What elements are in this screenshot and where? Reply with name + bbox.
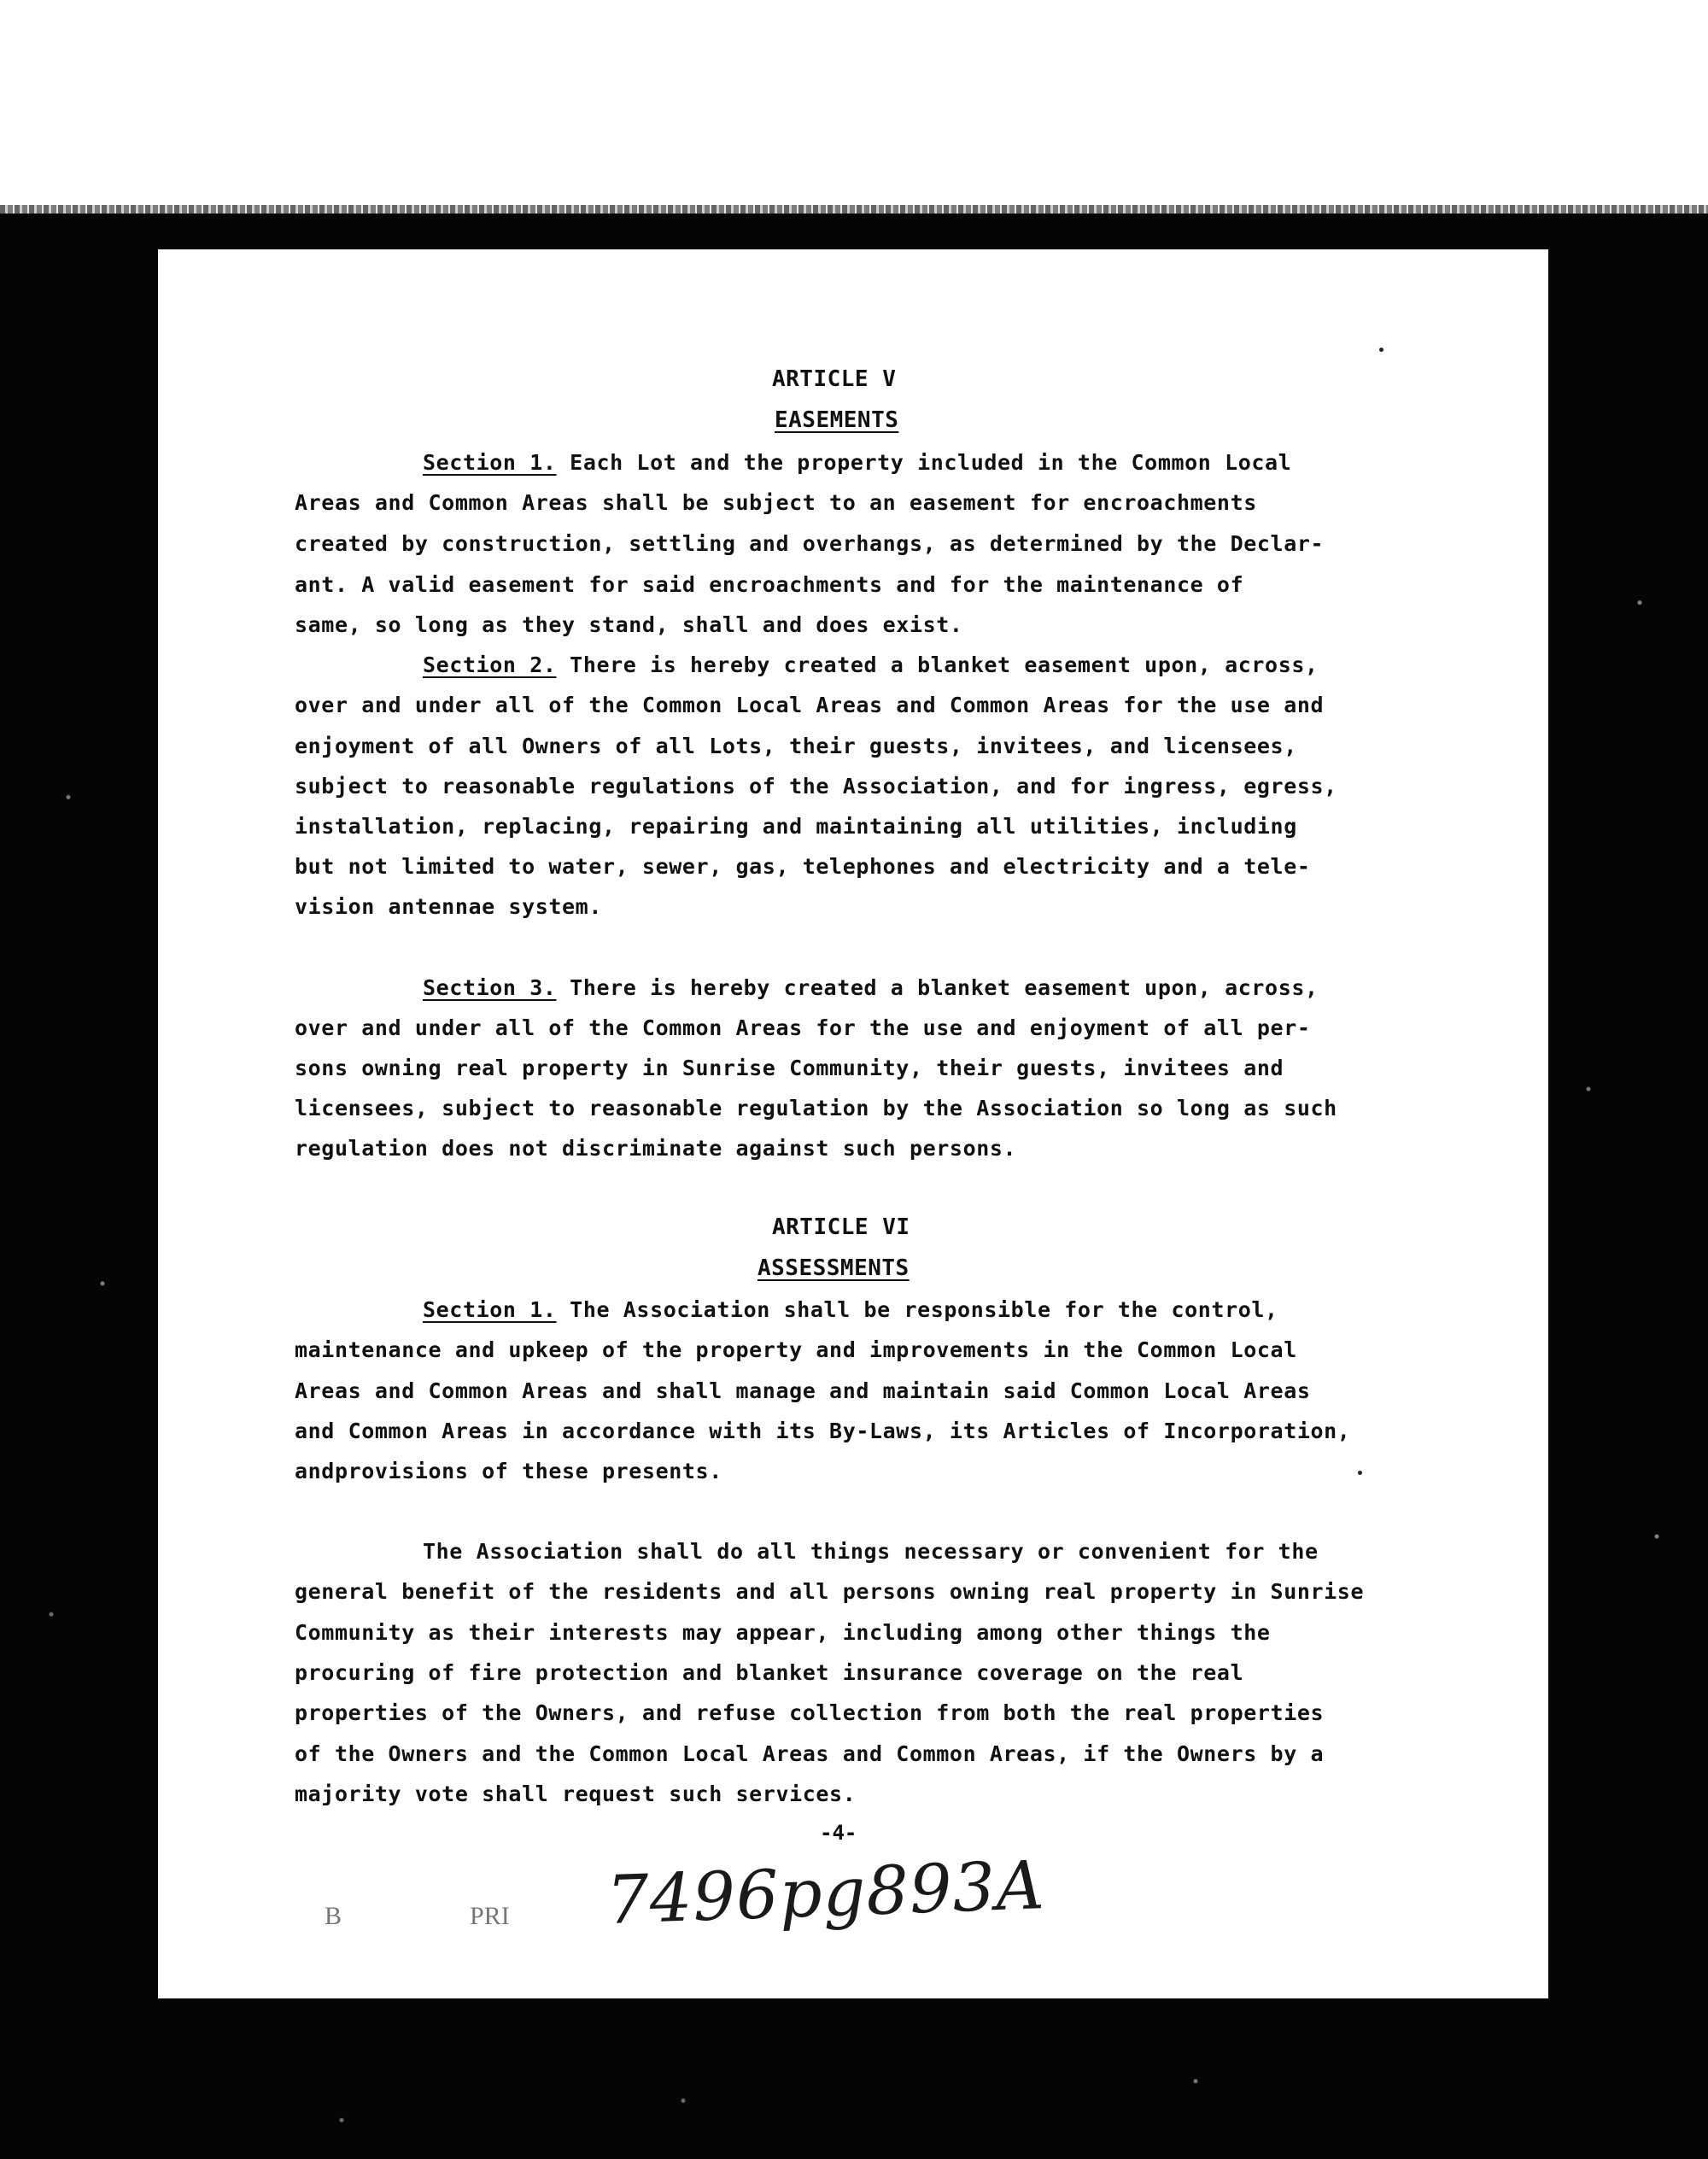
paragraph-line: ant. A valid easement for said encroachments and for the maintenance of [295, 572, 1244, 597]
paragraph-line: and Common Areas in accordance with its By-Laws, its Articles of Incorporation, [295, 1419, 1351, 1443]
faint-stamp-mark: PRI [470, 1902, 510, 1930]
paragraph-line: andprovisions of these presents. [295, 1459, 722, 1483]
paragraph-line: Areas and Common Areas shall be subject to an easement for encroachments [295, 490, 1257, 515]
paragraph-text: Each Lot and the property included in the Common Local [570, 450, 1292, 475]
page-number: -4- [820, 1821, 857, 1845]
paragraph-line: regulation does not discriminate against such persons. [295, 1136, 1017, 1161]
article-6-subtitle: ASSESSMENTS [757, 1255, 910, 1281]
paragraph-line: vision antennae system. [295, 894, 602, 919]
paragraph-line: enjoyment of all Owners of all Lots, their guests, invitees, and licensees, [295, 734, 1297, 758]
paragraph-text: The Association shall be responsible for the control, [570, 1297, 1278, 1322]
document-page [158, 249, 1548, 1998]
faint-stamp-mark: B [325, 1902, 342, 1930]
paragraph-line: over and under all of the Common Local Areas and Common Areas for the use and [295, 693, 1325, 717]
article-6-section-1-first-line [423, 1297, 1278, 1322]
paragraph-line: installation, replacing, repairing and maintaining all utilities, including [295, 814, 1297, 839]
paragraph-text: There is hereby created a blanket easement upon, across, [570, 975, 1319, 1000]
article-5-section-2-first-line [423, 652, 1319, 677]
paragraph-line: properties of the Owners, and refuse collection from both the real properties [295, 1700, 1325, 1725]
article-5-subtitle: EASEMENTS [775, 407, 899, 433]
section-label: Section 3. [423, 975, 557, 1000]
article-5-section-3-first-line [423, 975, 1319, 1000]
paragraph-line: Areas and Common Areas and shall manage and maintain said Common Local Areas [295, 1378, 1311, 1403]
paragraph-line: sons owning real property in Sunrise Community, their guests, invitees and [295, 1056, 1284, 1080]
paragraph-line: same, so long as they stand, shall and does exist. [295, 612, 963, 637]
paragraph-line: The Association shall do all things necessary or convenient for the [423, 1539, 1319, 1564]
section-label: Section 1. [423, 450, 557, 475]
article-6-title: ARTICLE VI [772, 1214, 910, 1240]
paragraph-line: majority vote shall request such services. [295, 1782, 857, 1806]
paragraph-line: over and under all of the Common Areas for the use and enjoyment of all per- [295, 1015, 1311, 1040]
paragraph-line: licensees, subject to reasonable regulation by the Association so long as such [295, 1096, 1337, 1120]
paragraph-line: of the Owners and the Common Local Areas and Common Areas, if the Owners by a [295, 1741, 1325, 1766]
paragraph-line: subject to reasonable regulations of the Association, and for ingress, egress, [295, 774, 1337, 799]
paragraph-line: general benefit of the residents and all persons owning real property in Sunrise [295, 1579, 1365, 1604]
article-5-section-1-first-line [423, 450, 1291, 475]
paragraph-line: created by construction, settling and overhangs, as determined by the Declar- [295, 531, 1325, 556]
paragraph-line: procuring of fire protection and blanket insurance coverage on the real [295, 1660, 1244, 1685]
paragraph-line: Community as their interests may appear, including among other things the [295, 1620, 1271, 1645]
paragraph-text: There is hereby created a blanket easement upon, across, [570, 652, 1319, 677]
paragraph-line: maintenance and upkeep of the property and improvements in the Common Local [295, 1337, 1297, 1362]
section-label: Section 1. [423, 1297, 557, 1322]
section-label: Section 2. [423, 652, 557, 677]
article-5-title: ARTICLE V [772, 366, 897, 392]
scan-speck [1379, 348, 1383, 352]
handwritten-book-page-note: 7496pg893A [605, 1847, 1046, 1940]
scan-speck [1358, 1471, 1362, 1475]
paragraph-line: but not limited to water, sewer, gas, telephones and electricity and a tele- [295, 854, 1311, 879]
document-body [158, 249, 1548, 1998]
